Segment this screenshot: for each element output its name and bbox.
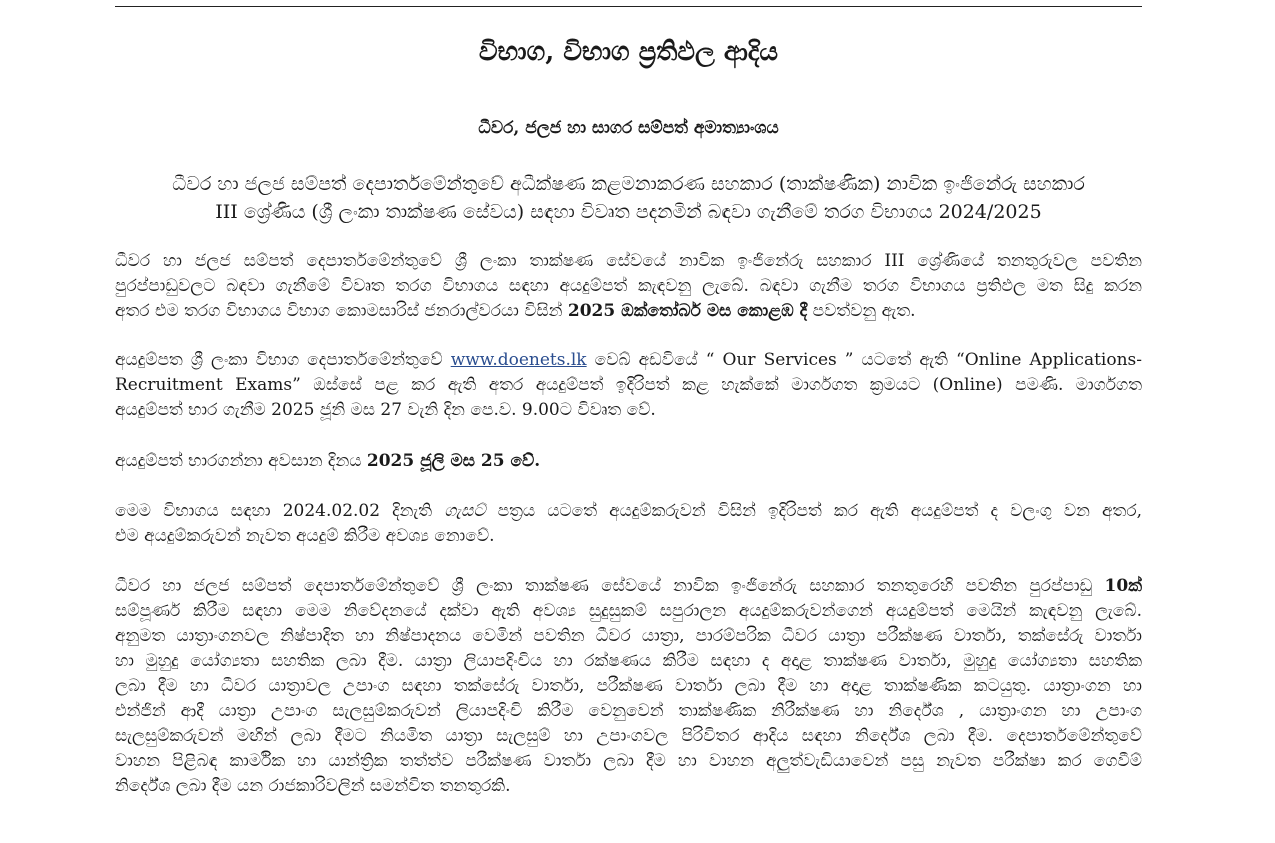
text-segment: අතර එම තරග විභාගය විභාග කොමසාරිස් ජනරාල්වරයා විසින් (115, 301, 568, 321)
text-segment: වෙබ් අඩවියේ “ Our Services ” යටතේ ඇති “Online Applications- (586, 350, 1142, 370)
gazette-word: ගැසට් (444, 501, 486, 521)
paragraph-line: නිර්දේශ ලබා දීම යන රාජකාරිවලින් සමන්විත තනතුරකි. (115, 776, 511, 796)
paragraph-line (115, 449, 1142, 474)
text-segment: අයදුම්පත ශ්‍රී ලංකා විභාග දෙපාර්තමේන්තුවේ (115, 350, 451, 370)
paragraph-introduction (115, 249, 1142, 324)
text-segment: අයදුම්පත් භාරගන්නා අවසාන දිනය (115, 451, 367, 471)
vacancy-count: 10ක් (1104, 576, 1142, 596)
exam-title (115, 170, 1142, 226)
paragraph-line (115, 499, 1142, 524)
paragraph-line: එම අයදුම්කරුවන් නැවත අයදුම් කිරීම අවශ්‍ය නොවේ. (115, 526, 495, 546)
paragraph-line (115, 574, 1142, 599)
paragraph-line: වාහන පිළිබඳ කාර්මික හා යාන්ත්‍රික තත්ත්ව පරීක්ෂණ වාර්තා ලබා දීම හා වාහන අලුත්වැඩියාවෙන් පසු නැවත පරීක්ෂා කර ගෙවීම් (115, 751, 1142, 771)
text-segment: පත්‍රය යටතේ අයදුම්කරුවන් විසින් ඉදිරිපත් කර ඇති අයදුම්පත් ද වලංගු වන අතර, (485, 501, 1142, 521)
page-title: විභාග, විභාග ප්‍රතිඵල ආදිය (478, 37, 779, 67)
paragraph-line: ධීවර හා ජලජ සම්පත් දෙපාර්තමේන්තුවේ ශ්‍රී ලංකා තාක්ෂණ සේවයේ නාවික ඉංජිනේරු සහකාර III ශ්‍රේණියේ තනතුරුවල පවතින (115, 251, 1142, 271)
paragraph-line: Recruitment Exams” ඔස්සේ පළ කර ඇති අතර අයදුම්පත් ඉදිරිපත් කළ හැක්කේ මාර්ගගත ක්‍රමයට (Online) පමණි. මාර්ගගත (115, 375, 1142, 395)
text-segment: පවත්වනු ඇත. (807, 301, 916, 321)
paragraph-line: හා මුහුදු යෝග්‍යතා සහතික ලබා දීම. යාත්‍රා ලියාපදිංචිය හා රක්ෂණය කිරීම සඳහා ද අදාළ තාක්ෂණ වාර්තා, මුහුදු යෝග්‍යතා සහතික (115, 651, 1142, 671)
paragraph-line: අනුමත යාත්‍රාංගනවල නිෂ්පාදිත හා නිෂ්පාදනය වෙමින් පවතින ධීවර යාත්‍රා, පාරම්පරික ධීවර යාත්‍රා පරීක්ෂණ වාර්තා, තක්සේරු වාර්තා (115, 626, 1142, 646)
paragraph-line: සම්පූර්ණ කිරීම සඳහා මෙම නිවේදනයේ දක්වා ඇති අවශ්‍ය සුදුසුකම් සපුරාලන අයදුම්කරුවන්ගෙන් අයදුම්පත් මෙයින් කැඳවනු ලැබේ. (115, 601, 1142, 621)
paragraph-previous-applications (115, 499, 1142, 549)
top-divider (115, 6, 1142, 7)
paragraph-closing-date (115, 449, 1142, 474)
paragraph-application-method (115, 348, 1142, 423)
paragraph-line: සැලසුම්කරුවන් මඟින් ලබා දීමට නියමිත යාත්‍රා සැලසුම් හා උපාංගවල පිරිවිතර ආදිය සඳහා නිර්දේශ ලබා දීම. දෙපාර්තමේන්තුවේ (115, 726, 1142, 746)
exam-date-location: 2025 ඔක්තෝබර් මස කොළඹ දී (567, 301, 808, 321)
doenets-website-link[interactable]: www.doenets.lk (450, 350, 587, 370)
exam-title-line-1: ධීවර හා ජලජ සම්පත් දෙපාර්තමේන්තුවේ අධීක්ෂණ කළමනාකරණ සහකාර (තාක්ෂණික) නාවික ඉංජිනේරු සහකාර (172, 173, 1085, 195)
paragraph-line: අයදුම්පත් භාර ගැනීම 2025 ජූනි මස 27 වැනි දින පෙ.ව. 9.00ට විවෘත වේ. (115, 400, 656, 420)
closing-date: 2025 ජූලි මස 25 වේ. (366, 451, 541, 471)
paragraph-line (115, 348, 1142, 373)
text-segment: මෙම විභාගය සඳහා 2024.02.02 දිනැති (115, 501, 445, 521)
paragraph-duties (115, 574, 1142, 799)
exam-title-line-2: III ශ්‍රේණිය (ශ්‍රී ලංකා තාක්ෂණ සේවය) සඳහා විවෘත පදනමින් බඳවා ගැනීමේ තරග විභාගය 2024/2025 (215, 201, 1042, 223)
text-segment: ධීවර හා ජලජ සම්පත් දෙපාර්තමේන්තුවේ ශ්‍රී ලංකා තාක්ෂණ සේවයේ නාවික ඉංජිනේරු සහකාර තනතුරෙහි පවතින පුරප්පාඩු (115, 576, 1105, 596)
paragraph-line (115, 299, 1142, 324)
paragraph-line: එන්ජින් ආදී යාත්‍රා උපාංග සැලසුම්කරුවන් ලියාපදිංචි කිරීම වෙනුවෙන් තාක්ෂණික නිරීක්ෂණ හා නිර්දේශ , යාත්‍රාංගන හා උපාංග (115, 701, 1142, 721)
ministry-heading: ධීවර, ජලජ හා සාගර සම්පත් අමාත්‍යාංශය (478, 118, 779, 138)
paragraph-line: ලබා දීම හා ධීවර යාත්‍රාවල උපාංග සඳහා තක්සේරු වාර්තා, පරීක්ෂණ වාර්තා ලබා දීම හා අදාළ තාක්ෂණික කටයුතු. යාත්‍රාංගන හා (115, 676, 1142, 696)
paragraph-line: පුරප්පාඩුවලට බඳවා ගැනීමේ විවෘත තරග විභාගය සඳහා අයදුම්පත් කැඳවනු ලැබේ. බඳවා ගැනීම තරග විභාගය ප්‍රතිඵල මත සිදු කරන (115, 276, 1142, 296)
